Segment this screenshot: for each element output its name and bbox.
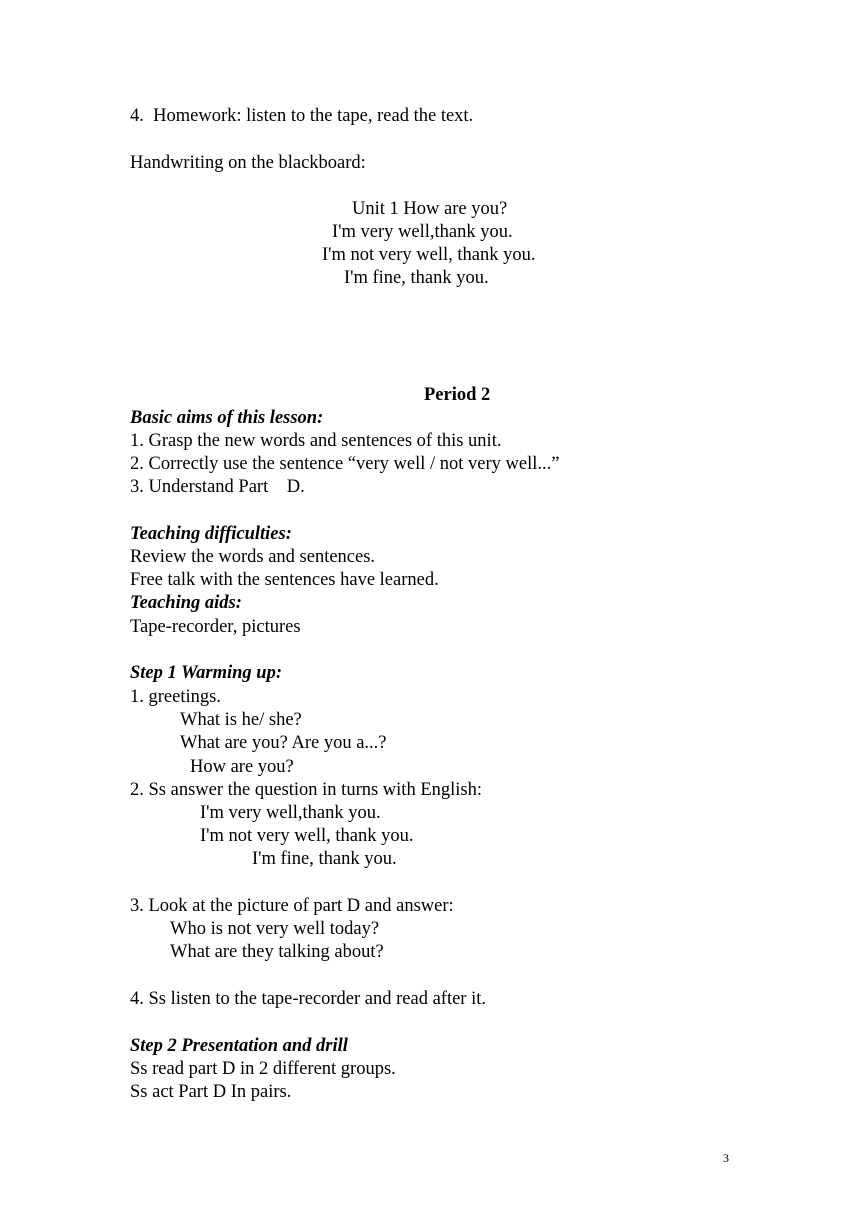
step1-answer-intro: 2. Ss answer the question in turns with English: (130, 780, 482, 800)
blackboard-line: Unit 1 How are you? (352, 199, 508, 219)
answer-line: I'm very well,thank you. (200, 803, 381, 823)
step1-heading: Step 1 Warming up: (130, 663, 282, 683)
difficulties-heading: Teaching difficulties: (130, 524, 292, 544)
step2-item: Ss act Part D In pairs. (130, 1082, 292, 1102)
difficulties-item: Review the words and sentences. (130, 547, 376, 567)
blackboard-line: I'm very well,thank you. (332, 222, 513, 242)
greeting-question: What is he/ she? (180, 710, 302, 730)
answer-line: I'm not very well, thank you. (200, 826, 414, 846)
step1-greetings: 1. greetings. (130, 687, 221, 707)
aids-heading: Teaching aids: (130, 593, 242, 613)
greeting-question: How are you? (190, 757, 294, 777)
step1-look: 3. Look at the picture of part D and answer: (130, 896, 454, 916)
aims-heading: Basic aims of this lesson: (130, 408, 324, 428)
greeting-question: What are you? Are you a...? (180, 733, 387, 753)
blackboard-line: I'm not very well, thank you. (322, 245, 536, 265)
aims-item: 2. Correctly use the sentence “very well / not very well...” (130, 454, 560, 474)
answer-line: I'm fine, thank you. (252, 849, 397, 869)
step2-heading: Step 2 Presentation and drill (130, 1036, 348, 1056)
handwriting-label: Handwriting on the blackboard: (130, 153, 366, 173)
step1-listen: 4. Ss listen to the tape-recorder and read after it. (130, 989, 486, 1009)
difficulties-item: Free talk with the sentences have learned. (130, 570, 439, 590)
period-heading: Period 2 (424, 385, 491, 405)
homework-line: 4. Homework: listen to the tape, read the text. (130, 106, 474, 126)
blackboard-line: I'm fine, thank you. (344, 268, 489, 288)
aims-item: 3. Understand Part D. (130, 477, 305, 497)
page-number: 3 (723, 1151, 729, 1165)
step2-item: Ss read part D in 2 different groups. (130, 1059, 396, 1079)
aids-text: Tape-recorder, pictures (130, 617, 301, 637)
look-question: What are they talking about? (170, 942, 384, 962)
look-question: Who is not very well today? (170, 919, 380, 939)
aims-item: 1. Grasp the new words and sentences of this unit. (130, 431, 502, 451)
